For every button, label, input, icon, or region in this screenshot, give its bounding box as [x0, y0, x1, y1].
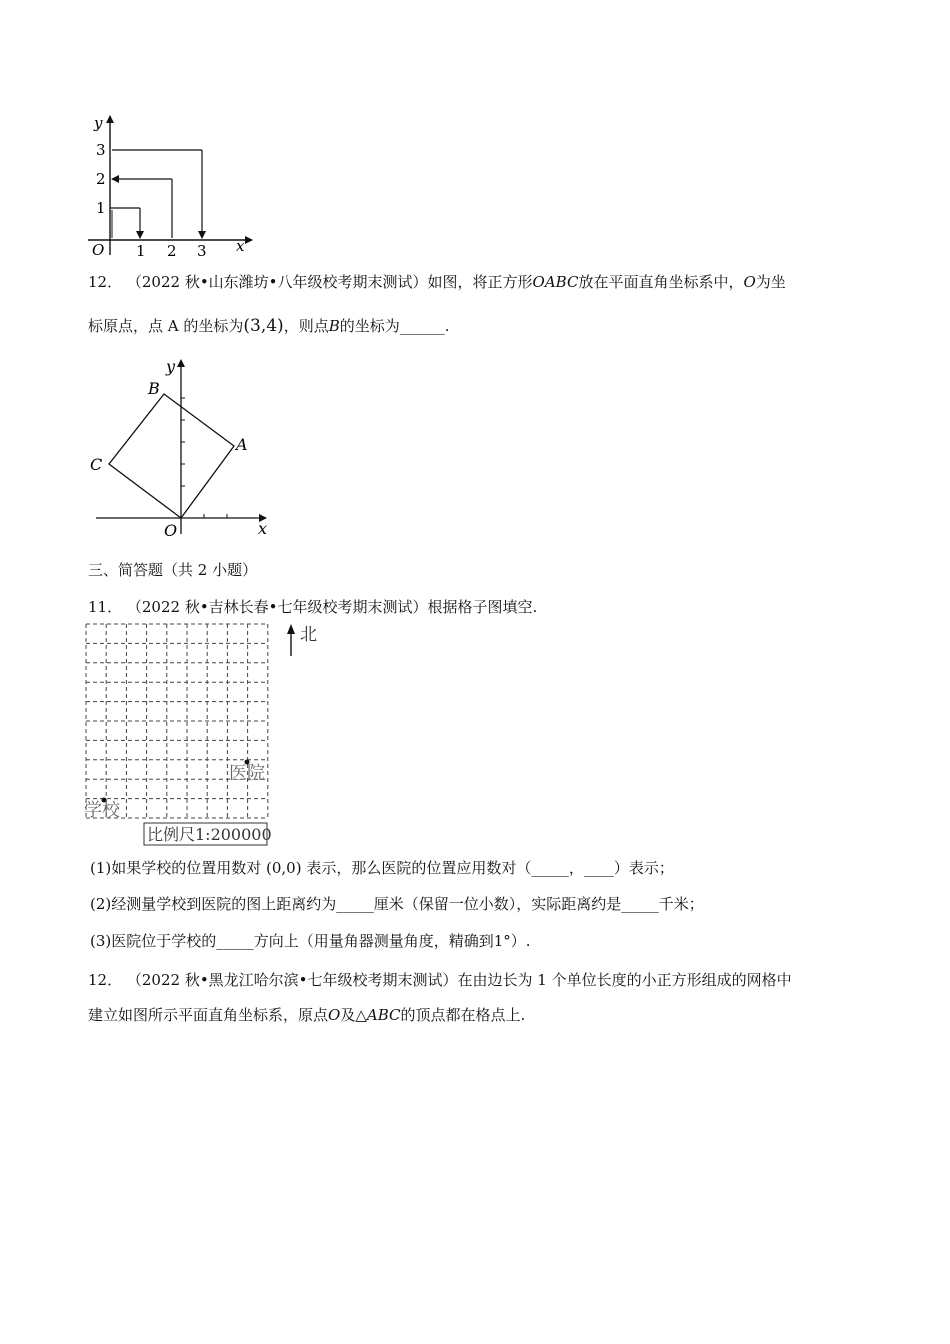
- figure-2-label-x: x: [258, 519, 268, 538]
- figure-2-square-oabc: [84, 352, 284, 547]
- q12a-source: （2022 秋•山东潍坊•八年级校考期末测试）: [126, 273, 428, 291]
- scale-label: 比例尺1:200000: [147, 825, 272, 844]
- figure-1-coordinate-arrows: [84, 110, 264, 260]
- q11-line-1: [88, 597, 537, 617]
- figure-2-label-c: C: [90, 455, 103, 474]
- figure-1-x-tick-1: 1: [136, 242, 146, 260]
- figure-1-x-tick-2: 2: [167, 242, 177, 260]
- q12a-line2-a: 标原点，点 A 的坐标为: [88, 317, 244, 335]
- figure-2-label-a: A: [236, 435, 248, 454]
- q12a-point-b: B: [328, 317, 340, 335]
- hospital-label: 医院: [229, 763, 265, 784]
- figure-1-y-tick-2: 2: [96, 170, 106, 188]
- q12a-end: .: [444, 317, 450, 335]
- q12a-coord-a: (3,4): [243, 316, 284, 336]
- q11-text: 根据格子图填空.: [427, 598, 538, 616]
- q11-part-3: (3)医院位于学校的_____方向上（用量角器测量角度，精确到1°）.: [90, 932, 531, 950]
- q11-source: （2022 秋•吉林长春•七年级校考期末测试）: [126, 598, 428, 616]
- q12b-line-2: [88, 1005, 525, 1025]
- q12a-number: 12．: [88, 273, 123, 291]
- q12b-line2-c: 的顶点都在格点上.: [400, 1006, 526, 1024]
- figure-1-y-tick-1: 1: [96, 199, 106, 217]
- q11-number: 11．: [88, 598, 123, 616]
- q12a-line-2: [88, 316, 450, 336]
- q11-part-2: (2)经测量学校到医院的图上距离约为_____厘米（保留一位小数），实际距离约是_____千米；: [90, 895, 704, 913]
- q12b-line2-a: 建立如图所示平面直角坐标系，原点: [88, 1006, 329, 1024]
- figure-1-y-label: y: [94, 114, 103, 132]
- q12b-source: （2022 秋•黑龙江哈尔滨•七年级校考期末测试）: [126, 971, 458, 989]
- figure-1-x-tick-3: 3: [197, 242, 207, 260]
- north-label: 北: [300, 625, 317, 645]
- section-3-title: 三、简答题（共 2 小题）: [88, 561, 258, 579]
- figure-1-y-tick-3: 3: [96, 141, 106, 159]
- q12b-triangle: △ABC: [355, 1006, 401, 1024]
- figure-2-label-o: O: [164, 521, 178, 540]
- q12b-line2-b: 及: [340, 1006, 356, 1024]
- q12a-origin-name: O: [743, 273, 756, 291]
- figure-1-origin-label: O: [92, 241, 105, 259]
- figure-3-grid-map: [84, 620, 334, 850]
- q12a-text-2: 放在平面直角坐标系中，: [578, 273, 744, 291]
- q12a-line2-c: 的坐标为: [339, 317, 400, 335]
- figure-1-x-label: x: [236, 237, 245, 255]
- q12a-blank: ______: [399, 317, 445, 335]
- q12a-line2-b: ，则点: [283, 317, 329, 335]
- q12b-number: 12．: [88, 971, 123, 989]
- q12a-line-1: [88, 272, 786, 292]
- q12b-origin-name: O: [328, 1006, 341, 1024]
- q12a-text-3: 为坐: [755, 273, 786, 291]
- school-label: 学校: [84, 800, 120, 821]
- q12a-shape-name: OABC: [532, 273, 579, 291]
- q12b-text-1: 在由边长为 1 个单位长度的小正方形组成的网格中: [457, 971, 792, 989]
- q12a-text-1: 如图，将正方形: [427, 273, 533, 291]
- figure-2-label-b: B: [148, 379, 160, 398]
- q11-part-1: (1)如果学校的位置用数对 (0,0) 表示，那么医院的位置应用数对（_____，____）表示；: [90, 859, 674, 877]
- figure-2-label-y: y: [166, 357, 176, 376]
- q12b-line-1: [88, 970, 792, 990]
- grid-lines: [86, 624, 268, 818]
